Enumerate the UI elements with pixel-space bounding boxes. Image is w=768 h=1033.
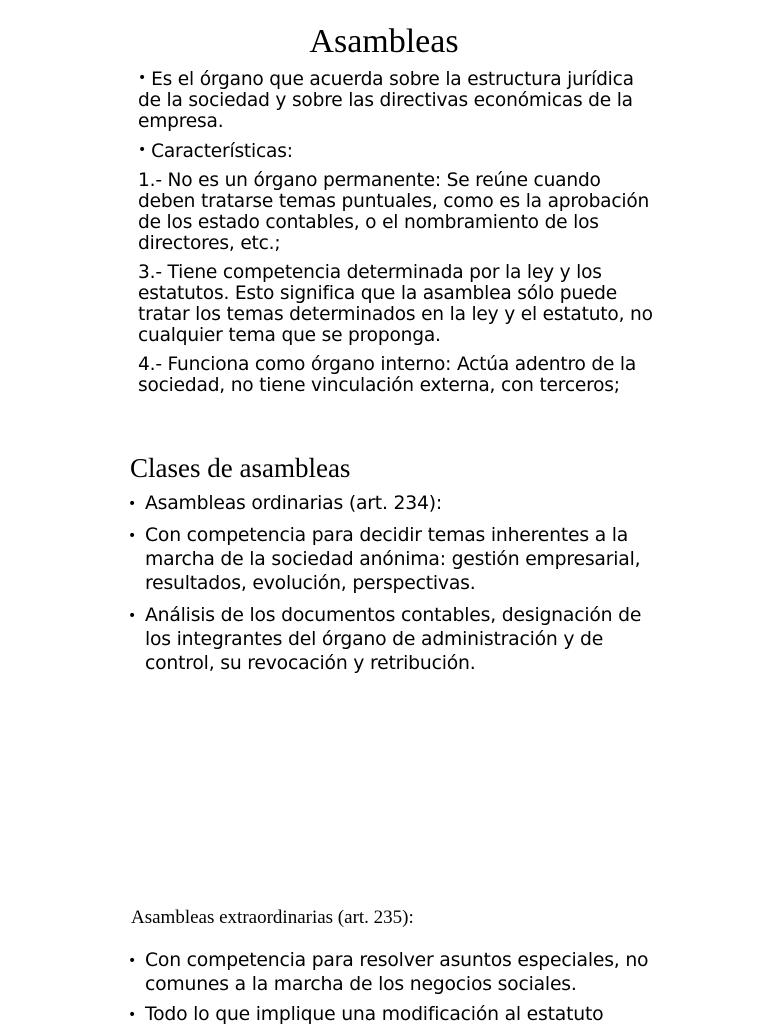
intro-bullet-text: Es el órgano que acuerda sobre la estructura jurídica de la sociedad y sobre las directivas económicas de la empresa. — [138, 69, 634, 132]
section-title-extraordinarias: Asambleas extraordinarias (art. 235): — [131, 907, 414, 928]
list-item-text: Todo lo que implique una modificación al estatuto — [145, 1004, 604, 1025]
intro-bullet-caracteristicas — [138, 140, 658, 162]
list-item — [128, 949, 688, 997]
intro-bullet-text: Características: — [151, 141, 293, 162]
list-item — [128, 1003, 688, 1027]
bullet-marker: • — [138, 142, 147, 158]
intro-block — [138, 68, 658, 404]
list-item — [128, 524, 668, 596]
characteristic-item-1: 1.- No es un órgano permanente: Se reúne cuando deben tratarse temas puntuales, como es la aprobación de los estado contables, o el nombramiento de los directores, etc.; — [138, 170, 650, 254]
section-title-clases: Clases de asambleas — [130, 453, 351, 483]
list-item-text: Con competencia para decidir temas inherentes a la marcha de la sociedad anónima: gestión empresarial, resultados, evolución, perspectivas. — [145, 525, 641, 594]
list-item-text: Análisis de los documentos contables, designación de los integrantes del órgano de administración y de control, su revocación y retribución. — [145, 605, 642, 674]
list-item — [128, 604, 668, 676]
bullet-marker: • — [138, 70, 147, 86]
list-item-text: Asambleas ordinarias (art. 234): — [145, 493, 442, 514]
characteristic-item-3: 3.- Tiene competencia determinada por la ley y los estatutos. Esto significa que la asamblea sólo puede tratar los temas determinados en la ley y el estatuto, no cualquier tema que se proponga. — [138, 262, 653, 346]
bullet-marker: • — [128, 528, 137, 544]
extraordinarias-list — [128, 949, 688, 1033]
list-item — [128, 492, 668, 516]
characteristic-item-4: 4.- Funciona como órgano interno: Actúa adentro de la sociedad, no tiene vinculación externa, con terceros; — [138, 354, 637, 396]
bullet-marker: • — [128, 608, 137, 624]
bullet-marker: • — [128, 1007, 137, 1023]
list-item-text: Con competencia para resolver asuntos especiales, no comunes a la marcha de los negocios sociales. — [145, 950, 649, 995]
intro-bullet-organo — [138, 68, 658, 132]
page-title: Asambleas — [309, 23, 459, 60]
bullet-marker: • — [128, 496, 137, 512]
clases-list — [128, 492, 668, 684]
bullet-marker: • — [128, 953, 137, 969]
